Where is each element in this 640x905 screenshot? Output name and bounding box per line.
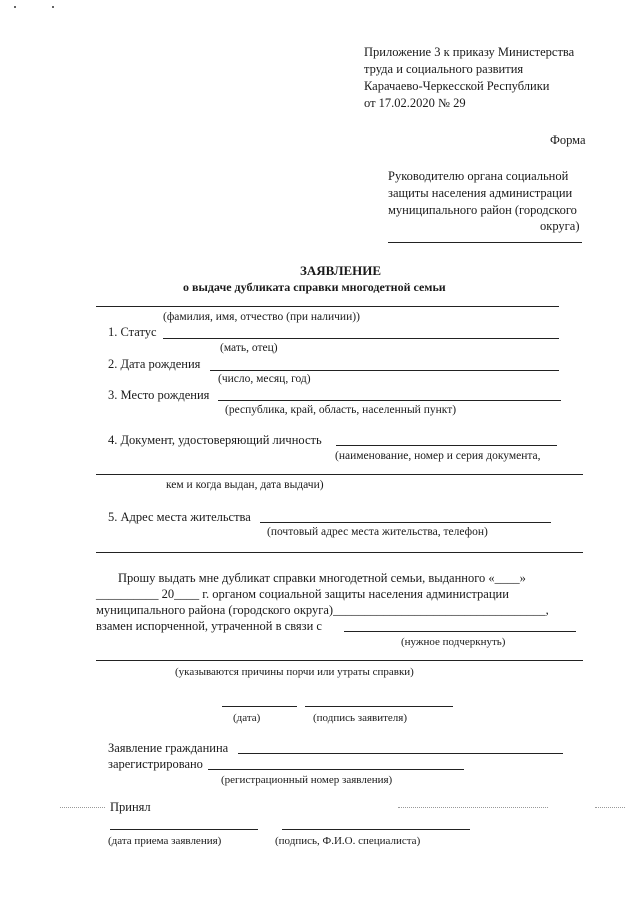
birthdate-label: 2. Дата рождения	[108, 357, 201, 371]
fio-hint: (фамилия, имя, отчество (при наличии))	[163, 311, 360, 323]
registration-label-2: зарегистрировано	[108, 757, 203, 771]
accepted-date-line[interactable]	[110, 829, 258, 830]
birthplace-line[interactable]	[218, 400, 561, 401]
document-label: 4. Документ, удостоверяющий личность	[108, 433, 322, 447]
request-line-3: муниципального района (городского округа)__________________________________,	[96, 603, 549, 617]
request-line-1: Прошу выдать мне дубликат справки многодетной семьи, выданного «____»	[118, 571, 526, 585]
fio-line[interactable]	[96, 306, 559, 307]
address-line[interactable]	[260, 522, 551, 523]
underline-hint: (нужное подчеркнуть)	[401, 636, 506, 648]
status-hint: (мать, отец)	[220, 342, 278, 354]
status-line[interactable]	[163, 338, 559, 339]
header-line-2: труда и социального развития	[364, 62, 524, 76]
addressee-line-2: защиты населения администрации	[388, 186, 573, 200]
birthplace-hint: (республика, край, область, населенный пункт)	[225, 404, 457, 416]
scan-dotted-mark	[398, 807, 548, 808]
status-label: 1. Статус	[108, 325, 157, 339]
address-label: 5. Адрес места жительства	[108, 510, 251, 524]
date-hint: (дата)	[233, 712, 261, 724]
scan-speck	[52, 6, 54, 8]
address-line-2[interactable]	[96, 552, 583, 553]
document-subtitle: о выдаче дубликата справки многодетной семьи	[183, 280, 446, 294]
signature-line[interactable]	[305, 706, 453, 707]
birthdate-hint: (число, месяц, год)	[218, 373, 311, 385]
birthplace-label: 3. Место рождения	[108, 388, 210, 402]
document-line-2[interactable]	[96, 474, 583, 475]
birthdate-line[interactable]	[210, 370, 559, 371]
scan-speck	[14, 6, 16, 8]
accepted-date-hint: (дата приема заявления)	[108, 835, 222, 847]
date-line[interactable]	[222, 706, 297, 707]
registration-line-2[interactable]	[208, 769, 464, 770]
document-hint-2: кем и когда выдан, дата выдачи)	[166, 479, 324, 491]
addressee-line-1: Руководителю органа социальной	[388, 169, 569, 183]
address-hint: (почтовый адрес места жительства, телефон)	[267, 526, 488, 538]
reason-line[interactable]	[344, 631, 576, 632]
document-title: ЗАЯВЛЕНИЕ	[300, 263, 382, 278]
header-line-4: от 17.02.2020 № 29	[364, 96, 466, 110]
addressee-line-4: округа)	[540, 219, 580, 233]
registration-label-1: Заявление гражданина	[108, 741, 229, 755]
accepted-signature-hint: (подпись, Ф.И.О. специалиста)	[275, 835, 421, 847]
signature-hint: (подпись заявителя)	[313, 712, 408, 724]
addressee-line-3: муниципального район (городского	[388, 203, 577, 217]
accepted-label: Принял	[110, 800, 151, 814]
scan-dotted-mark	[60, 807, 105, 808]
reason-line-2[interactable]	[96, 660, 583, 661]
document-line[interactable]	[336, 445, 557, 446]
scan-dotted-mark	[595, 807, 625, 808]
registration-line-1[interactable]	[238, 753, 563, 754]
registration-hint: (регистрационный номер заявления)	[221, 774, 393, 786]
reasons-hint: (указываются причины порчи или утраты справки)	[175, 666, 414, 678]
header-line-1: Приложение 3 к приказу Министерства	[364, 45, 575, 59]
request-line-4: взамен испорченной, утраченной в связи с	[96, 619, 322, 633]
document-hint-1: (наименование, номер и серия документа,	[335, 450, 541, 462]
addressee-signature-line[interactable]	[388, 242, 582, 243]
form-label: Форма	[550, 133, 586, 147]
request-line-2: __________ 20____ г. органом социальной защиты населения администрации	[96, 587, 509, 601]
accepted-signature-line[interactable]	[282, 829, 470, 830]
header-line-3: Карачаево-Черкесской Республики	[364, 79, 550, 93]
